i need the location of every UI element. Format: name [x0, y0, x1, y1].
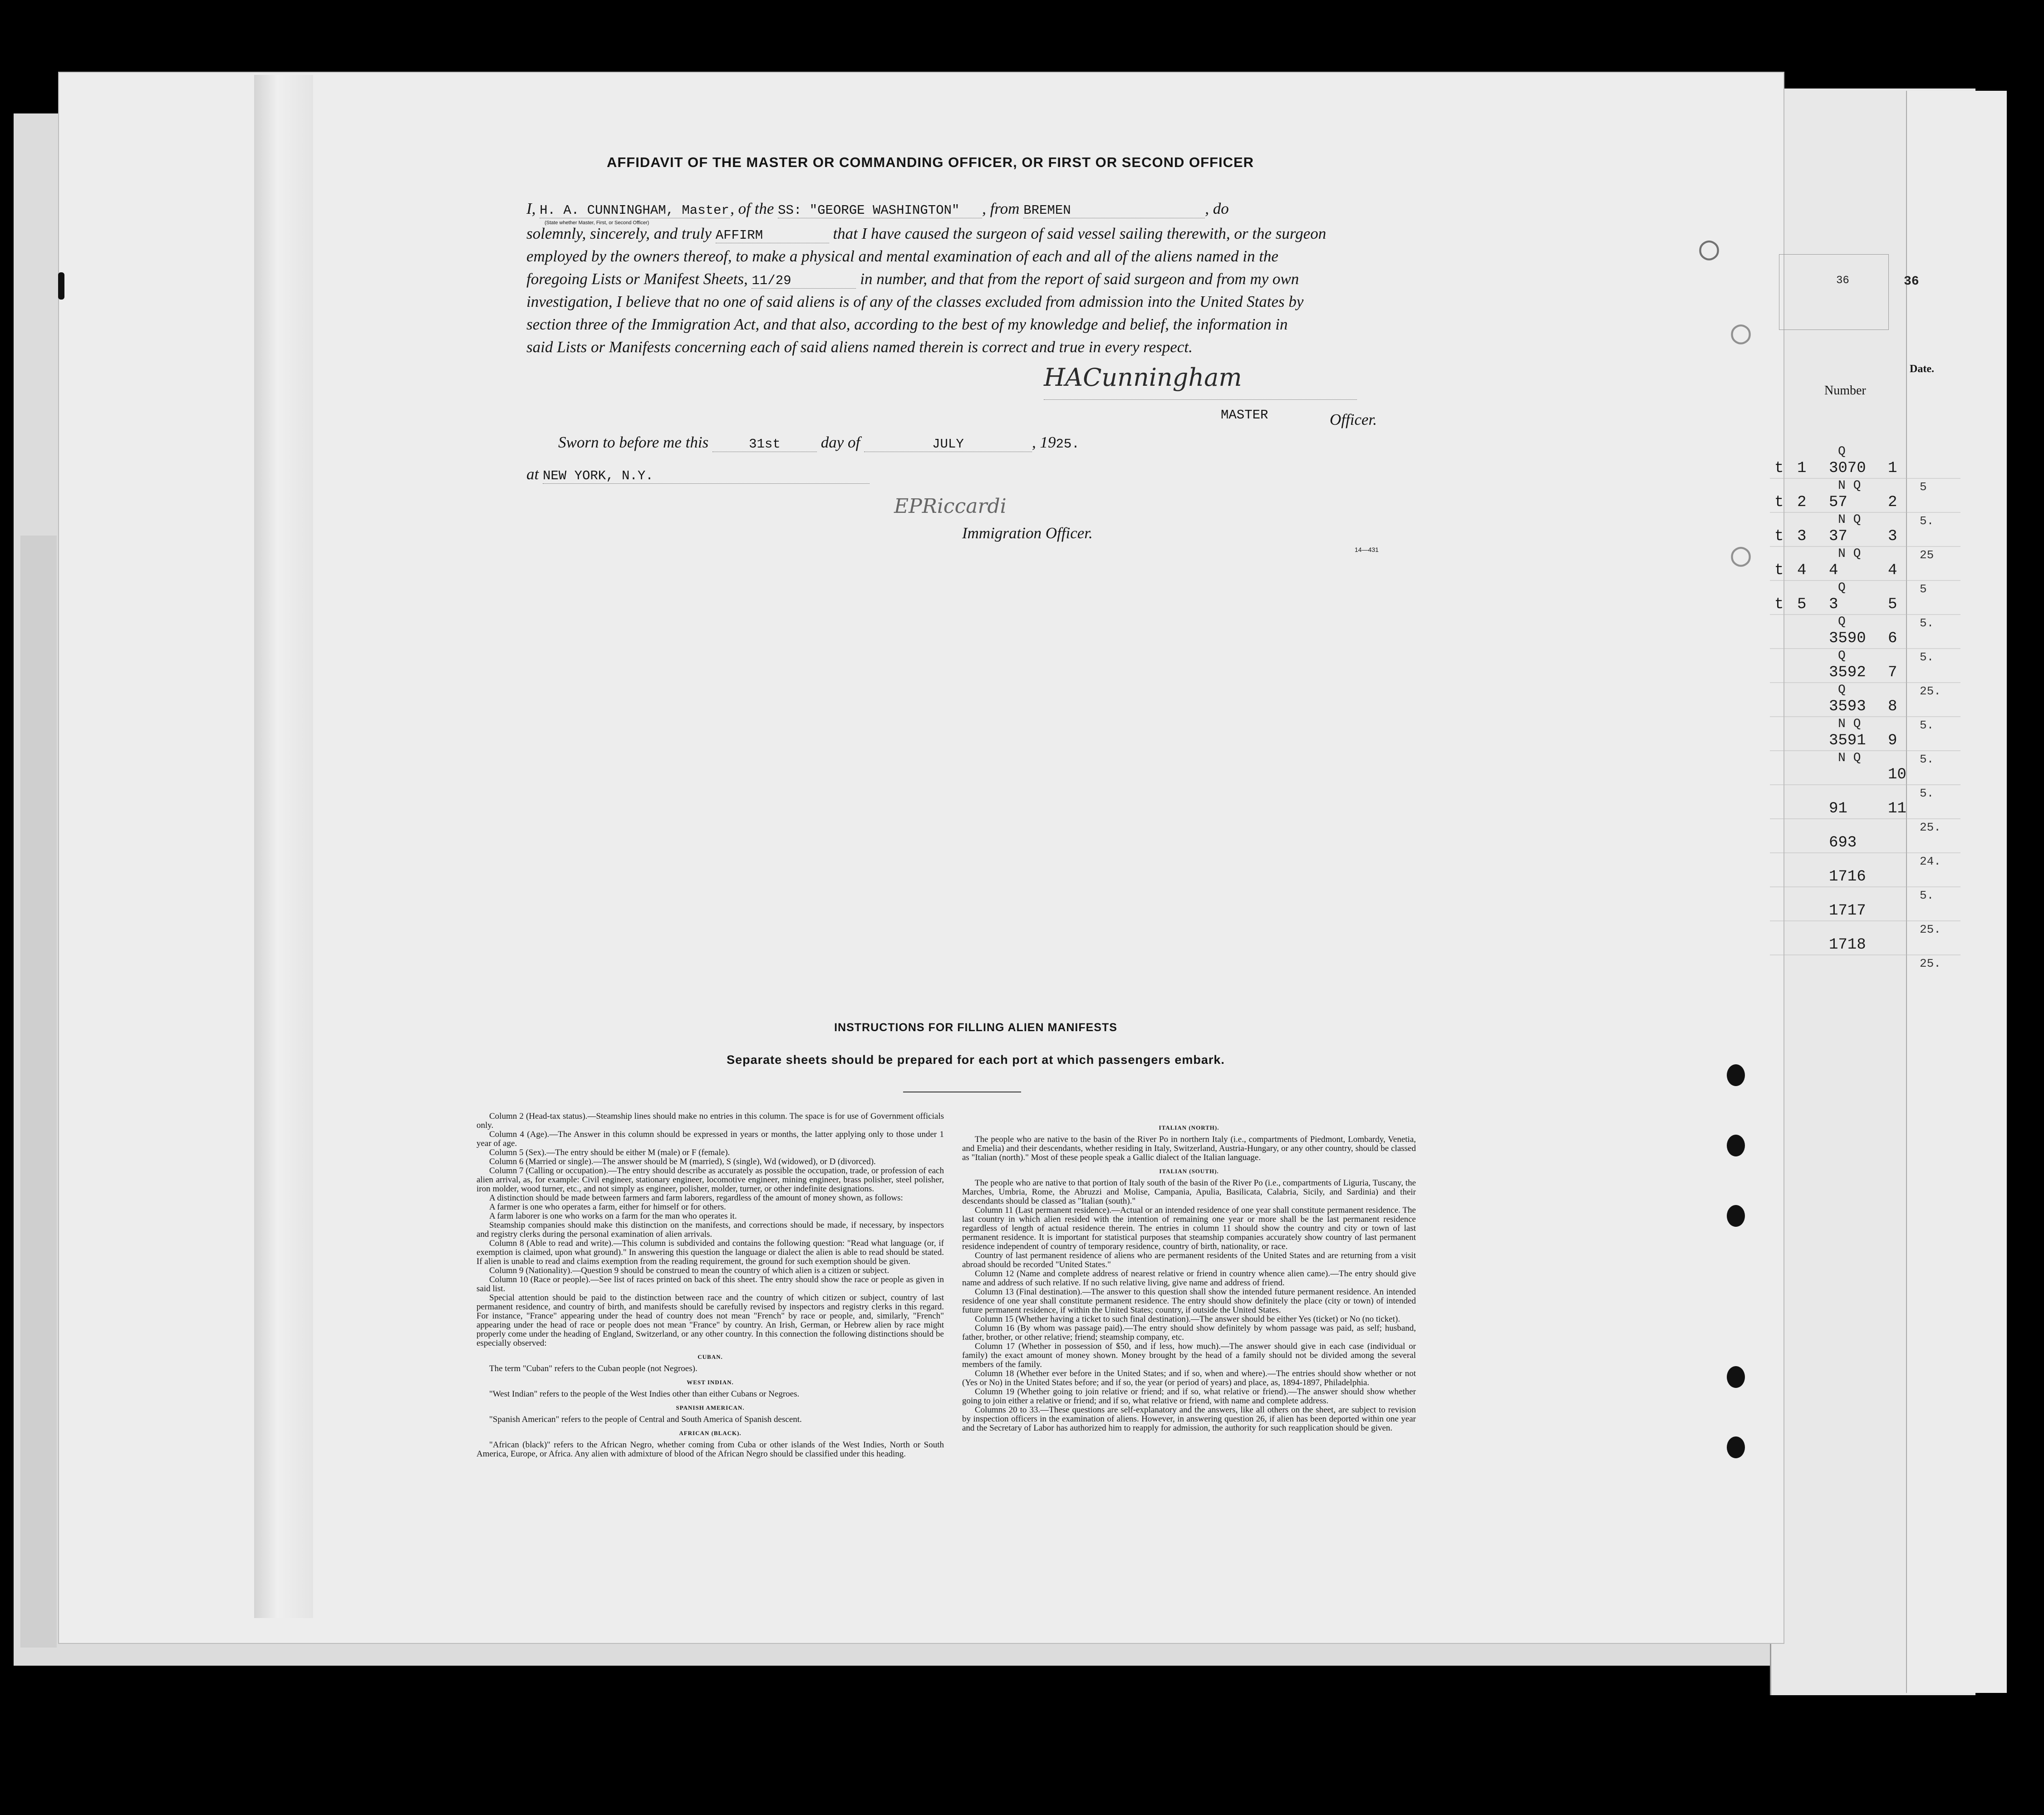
text: solemnly, sincerely, and truly: [526, 225, 712, 242]
text: , 19: [1032, 433, 1056, 451]
register-cell: 37: [1829, 528, 1847, 545]
instruction-paragraph: Column 9 (Nationality).—Question 9 should be construed to mean the country of which alien is a citizen or subject.: [489, 1266, 889, 1275]
register-cell: 2: [1797, 494, 1807, 511]
register-cell: 91: [1829, 800, 1847, 817]
registry-mark-3: ◯: [1731, 539, 1751, 575]
affidavit-line-3: employed by the owners thereof, to make a physical and mental examination of each and all of the aliens named in the: [526, 247, 1278, 265]
punch-hole: [1727, 1366, 1745, 1388]
register-cell: 1: [1888, 460, 1897, 477]
section-heading: CUBAN.: [698, 1353, 723, 1360]
affidavit-line-7: said Lists or Manifests concerning each of said aliens named therein is correct and true in every respect.: [526, 338, 1193, 356]
sworn-year-field: 25.: [1056, 437, 1080, 452]
instruction-paragraph: Column 6 (Married or single).—The answer should be M (married), S (single), Wd (widowed), or D (divorced).: [489, 1157, 876, 1166]
edge-date-mark: 5.: [1920, 514, 1934, 528]
sworn-month-field: JULY: [864, 437, 1032, 452]
immigration-officer-label: Immigration Officer.: [962, 524, 1093, 542]
affidavit-line-2: [526, 225, 1326, 243]
rank-note: (State whether Master, First, or Second Officer): [545, 220, 649, 226]
instruction-paragraph: Column 12 (Name and complete address of nearest relative or friend in country whence alien came).—The entry should give name and address of such relative. If no such relative living, give name and address of friend.: [962, 1269, 1416, 1288]
text: at: [526, 465, 539, 483]
instruction-paragraph: The people who are native to the basin of the River Po in northern Italy (i.e., compartments of Piedmont, Lombardy, Venetia, and Emelia) and their descendants, whether residing in Italy, Switzerland, Austria-Hungary, or any other country, should be classed as "Italian (north)." Most of these people speak a Gallic dialect of the Italian language.: [962, 1135, 1416, 1162]
rank-field: MASTER: [1221, 408, 1268, 423]
instructions-left-column: [477, 1112, 944, 1461]
column-header-box: [1779, 254, 1889, 330]
instruction-paragraph: Column 11 (Last permanent residence).—Actual or an intended residence of one year shall constitute permanent residence. The last country in which alien resided with the intention of remaining one year or more shall be the last permanent residence regardless of length of actual residence therein. The entries in column 11 should show the country and city or town of last permanent residence. It is important for statistical purposes that steamship companies accurately show country of last permanent residence independent of country of temporary residence, country of birth, nationality, or race.: [962, 1205, 1416, 1251]
affirm-field: AFFIRM: [716, 228, 829, 243]
form-number: 14—431: [1355, 546, 1379, 553]
register-cell: 5: [1888, 596, 1897, 613]
instruction-paragraph: Column 13 (Final destination).—The answer to this question shall show the intended future permanent residence. An intended residence of one year shall constitute permanent residence. The entry should show definitely the place (city or town) of intended future permanent residence, if within the United States; country, if outside the United States.: [962, 1287, 1416, 1315]
affidavit-line-4: [526, 270, 1299, 289]
instruction-paragraph: Special attention should be paid to the distinction between race and the country of which citizen or subject, country of last permanent residence, and country of birth, and manifests should be carefully revised by inspectors and registry clerks in this regard. For instance, "France" appearing under the head of country does not mean "French" by race or people, and, similarly, "French" appearing under the head of race or people does not mean "France" by country. An Irish, German, or Hebrew alien by race might properly come under the heading of England, Switzerland, or any other country. In this connection the following distinctions should be especially observed:: [477, 1293, 944, 1348]
master-signature: HACunningham: [1044, 363, 1242, 392]
edge-date-mark: 5.: [1920, 718, 1934, 732]
signature-line: [1044, 399, 1357, 400]
instruction-paragraph: "Spanish American" refers to the people of Central and South America of Spanish descent.: [489, 1415, 802, 1424]
instruction-paragraph: Column 8 (Able to read and write).—This column is subdivided and contains the following question: "Read what language (or, if exemption is claimed, upon what ground)." In answering this question the language or dialect the alien is able to read should be stated. If alien is unable to read and claims exemption from the reading requirement, the ground for such exemption should be given.: [477, 1239, 944, 1266]
place-line: [526, 465, 870, 484]
instructions-title: INSTRUCTIONS FOR FILLING ALIEN MANIFESTS: [834, 1021, 1117, 1034]
register-cell: 1716: [1829, 868, 1866, 885]
sheet-count-field: 11/29: [752, 273, 856, 289]
instruction-paragraph: Column 19 (Whether going to join relative or friend; and if so, what relative or friend).—The answer should show whether going to join either a relative or friend; and if so, what relative or friend, with name and complete address.: [962, 1387, 1416, 1406]
instruction-paragraph: "West Indian" refers to the people of the West Indies other than either Cubans or Negroes.: [489, 1389, 800, 1399]
register-cell: t: [1774, 494, 1784, 511]
text: foregoing Lists or Manifest Sheets,: [526, 270, 748, 288]
instruction-paragraph: A farm laborer is one who works on a farm for the man who operates it.: [489, 1211, 737, 1221]
q-mark: Q: [1838, 445, 1846, 459]
instruction-paragraph: Column 7 (Calling or occupation).—The entry should describe as accurately as possible the occupation, trade, or profession of each alien arrival, as, for example: Civil engineer, stationary engineer, locomotive engineer, mining engineer, brass polisher, steel polisher, iron molder, wood turner, etc., and not simply as engineer, polisher, molder, turner, or other indefinite designations.: [477, 1166, 944, 1194]
text: day of: [821, 433, 860, 451]
edge-date-mark: 5.: [1920, 889, 1934, 902]
q-mark: Q: [1838, 615, 1846, 629]
edge-date-mark: 5: [1920, 582, 1927, 596]
q-mark: N Q: [1838, 547, 1861, 561]
register-cell: 3: [1797, 528, 1807, 545]
edge-date-mark: 5.: [1920, 787, 1934, 800]
column-36-label: 36: [1836, 275, 1849, 287]
instruction-paragraph: Column 16 (By whom was passage paid).—The entry should show definitely by whom passage was paid, as self; husband, father, brother, or other relative; friend; steamship company, etc.: [962, 1323, 1416, 1342]
section-heading: AFRICAN (BLACK).: [679, 1430, 742, 1436]
register-cell: 3592: [1829, 664, 1866, 681]
instruction-paragraph: Column 10 (Race or people).—See list of races printed on back of this sheet. The entry should show the race or people as given in said list.: [477, 1275, 944, 1294]
edge-date-mark: 25: [1920, 548, 1934, 562]
register-cell: 2: [1888, 494, 1897, 511]
place-field: NEW YORK, N.Y.: [543, 468, 870, 484]
section-heading: SPANISH AMERICAN.: [676, 1404, 745, 1411]
registry-mark-1: ◯: [1700, 233, 1719, 269]
binding-fold: [254, 75, 313, 1618]
registry-mark-2: ◯: [1731, 317, 1751, 353]
edge-date-mark: 25.: [1920, 821, 1941, 834]
register-cell: 10: [1888, 766, 1906, 783]
instruction-paragraph: "African (black)" refers to the African Negro, whether coming from Cuba or other islands of the West Indies, North or South America, Europe, or Africa. Any alien with admixture of blood of the African Negro should be classified under this heading.: [477, 1440, 944, 1459]
punch-hole: [1727, 1436, 1745, 1458]
q-mark: Q: [1838, 649, 1846, 663]
affidavit-line-1: [526, 200, 1229, 218]
q-mark: N Q: [1838, 479, 1861, 493]
edge-date-mark: 5.: [1920, 650, 1934, 664]
date-header: Date.: [1910, 363, 1934, 375]
register-cell: 4: [1888, 562, 1897, 579]
register-cell: 3593: [1829, 698, 1866, 715]
register-cell: 11: [1888, 800, 1906, 817]
instruction-paragraph: Column 15 (Whether having a ticket to such final destination).—The answer should be either Yes (ticket) or No (no ticket).: [975, 1314, 1400, 1324]
register-cell: 1717: [1829, 902, 1866, 920]
register-cell: 4: [1797, 562, 1807, 579]
affidavit-line-5: investigation, I believe that no one of said aliens is of any of the classes excluded from admission into the United States by: [526, 293, 1304, 310]
text: I,: [526, 200, 536, 217]
instruction-paragraph: Column 2 (Head-tax status).—Steamship lines should make no entries in this column. The space is for use of Government officials only.: [477, 1112, 944, 1130]
vessel-name-field: SS: "GEORGE WASHINGTON": [778, 203, 982, 218]
register-cell: 3: [1829, 596, 1838, 613]
officer-name-field: H. A. CUNNINGHAM, Master: [540, 203, 730, 218]
register-cell: 9: [1888, 732, 1897, 749]
sworn-line: [558, 433, 1080, 452]
instruction-paragraph: A farmer is one who operates a farm, either for himself or for others.: [489, 1202, 726, 1212]
edge-date-mark: 25.: [1920, 957, 1941, 970]
text: that I have caused the surgeon of said vessel sailing therewith, or the surgeon: [833, 225, 1327, 242]
instructions-subtitle: Separate sheets should be prepared for each port at which passengers embark.: [727, 1053, 1225, 1067]
instruction-paragraph: Column 18 (Whether ever before in the United States; and if so, when and where).—The entries should show whether or not (Yes or No) in the United States before; and if so, the year (or period of years) and place, as, 1894-1897, Philadelphia.: [962, 1369, 1416, 1387]
side-register-rows: [1770, 408, 1960, 1021]
q-mark: Q: [1838, 683, 1846, 697]
punch-hole: [1727, 1135, 1745, 1156]
instruction-paragraph: Steamship companies should make this distinction on the manifests, and corrections should be made, if necessary, by inspectors and registry clerks during the personal examination of alien arrivals.: [477, 1220, 944, 1239]
instructions-right-column: [962, 1119, 1416, 1433]
register-cell: t: [1774, 562, 1784, 579]
sworn-day-field: 31st: [712, 437, 817, 452]
edge-date-mark: 24.: [1920, 855, 1941, 868]
instruction-paragraph: Column 17 (Whether in possession of $50, and if less, how much).—The answer should give in each case (individual or family) the exact amount of money shown. Money brought by the head of a family should not be divided among the several members of the family.: [962, 1342, 1416, 1369]
register-cell: 3591: [1829, 732, 1866, 749]
q-mark: Q: [1838, 581, 1846, 595]
edge-mark: [58, 272, 64, 300]
register-cell: t: [1774, 460, 1784, 477]
departure-port-field: BREMEN: [1023, 203, 1205, 218]
q-mark: N Q: [1838, 751, 1861, 765]
section-heading: WEST INDIAN.: [687, 1379, 734, 1386]
instruction-paragraph: Columns 20 to 33.—These questions are self-explanatory and the answers, like all others on the sheet, are subject to revision by inspection officers in the examination of aliens. However, in answering question 26, if alien has been deported within one year and the Secretary of Labor has authorized him to reapply for admission, the authority for such reapplication should be given.: [962, 1405, 1416, 1433]
immigration-officer-signature: EPRiccardi: [894, 495, 1007, 518]
edge-date-mark: 5: [1920, 480, 1927, 494]
affidavit-line-6: section three of the Immigration Act, and that also, according to the best of my knowledge and belief, the information in: [526, 315, 1288, 333]
punch-hole: [1727, 1064, 1745, 1086]
officer-label: Officer.: [1330, 411, 1377, 428]
register-cell: t: [1774, 528, 1784, 545]
text: , from: [982, 200, 1020, 217]
register-cell: 6: [1888, 630, 1897, 647]
q-mark: N Q: [1838, 513, 1861, 527]
text: , of the: [730, 200, 774, 217]
register-cell: 1: [1797, 460, 1807, 477]
instruction-paragraph: Column 5 (Sex).—The entry should be either M (male) or F (female).: [489, 1148, 730, 1157]
instruction-paragraph: Country of last permanent residence of aliens who are permanent residents of the United States and are returning from a visit abroad should be recorded "United States.": [962, 1251, 1416, 1269]
register-cell: 7: [1888, 664, 1897, 681]
instruction-paragraph: The term "Cuban" refers to the Cuban people (not Negroes).: [489, 1364, 698, 1373]
register-cell: 57: [1829, 494, 1847, 511]
register-cell: 3070: [1829, 460, 1866, 477]
text: Sworn to before me this: [558, 433, 709, 451]
text: , do: [1205, 200, 1229, 217]
edge-date-mark: 5.: [1920, 616, 1934, 630]
section-heading: ITALIAN (SOUTH).: [1159, 1168, 1219, 1175]
number-header: Number: [1824, 384, 1866, 398]
q-mark: N Q: [1838, 717, 1861, 731]
column-36-label-2: 36: [1904, 275, 1919, 289]
edge-date-mark: 5.: [1920, 753, 1934, 766]
register-cell: 5: [1797, 596, 1807, 613]
instruction-paragraph: The people who are native to that portion of Italy south of the basin of the River Po (i.e., compartments of Liguria, Tuscany, the Marches, Umbria, Rome, the Abruzzi and Molise, Campania, Apulia, Basilicata, Calabria, Sicily, and Sardinia) and their descendants should be classed as "Italian (south).": [962, 1178, 1416, 1206]
register-cell: 8: [1888, 698, 1897, 715]
section-heading: ITALIAN (NORTH).: [1159, 1124, 1219, 1131]
text: in number, and that from the report of said surgeon and from my own: [860, 270, 1299, 288]
register-cell: 693: [1829, 834, 1857, 851]
punch-hole: [1727, 1205, 1745, 1227]
edge-date-mark: 25.: [1920, 684, 1941, 698]
register-cell: 4: [1829, 562, 1838, 579]
instruction-paragraph: Column 4 (Age).—The Answer in this column should be expressed in years or months, the latter applying only to those under 1 year of age.: [477, 1130, 944, 1148]
register-cell: t: [1774, 596, 1784, 613]
left-page-flap: [20, 536, 57, 1648]
affidavit-title: AFFIDAVIT OF THE MASTER OR COMMANDING OFFICER, OR FIRST OR SECOND OFFICER: [606, 154, 1254, 170]
register-cell: 3590: [1829, 630, 1866, 647]
register-cell: 3: [1888, 528, 1897, 545]
register-cell: 1718: [1829, 936, 1866, 954]
instruction-paragraph: A distinction should be made between farmers and farm laborers, regardless of the amount of money shown, as follows:: [489, 1193, 903, 1203]
edge-date-mark: 25.: [1920, 923, 1941, 936]
